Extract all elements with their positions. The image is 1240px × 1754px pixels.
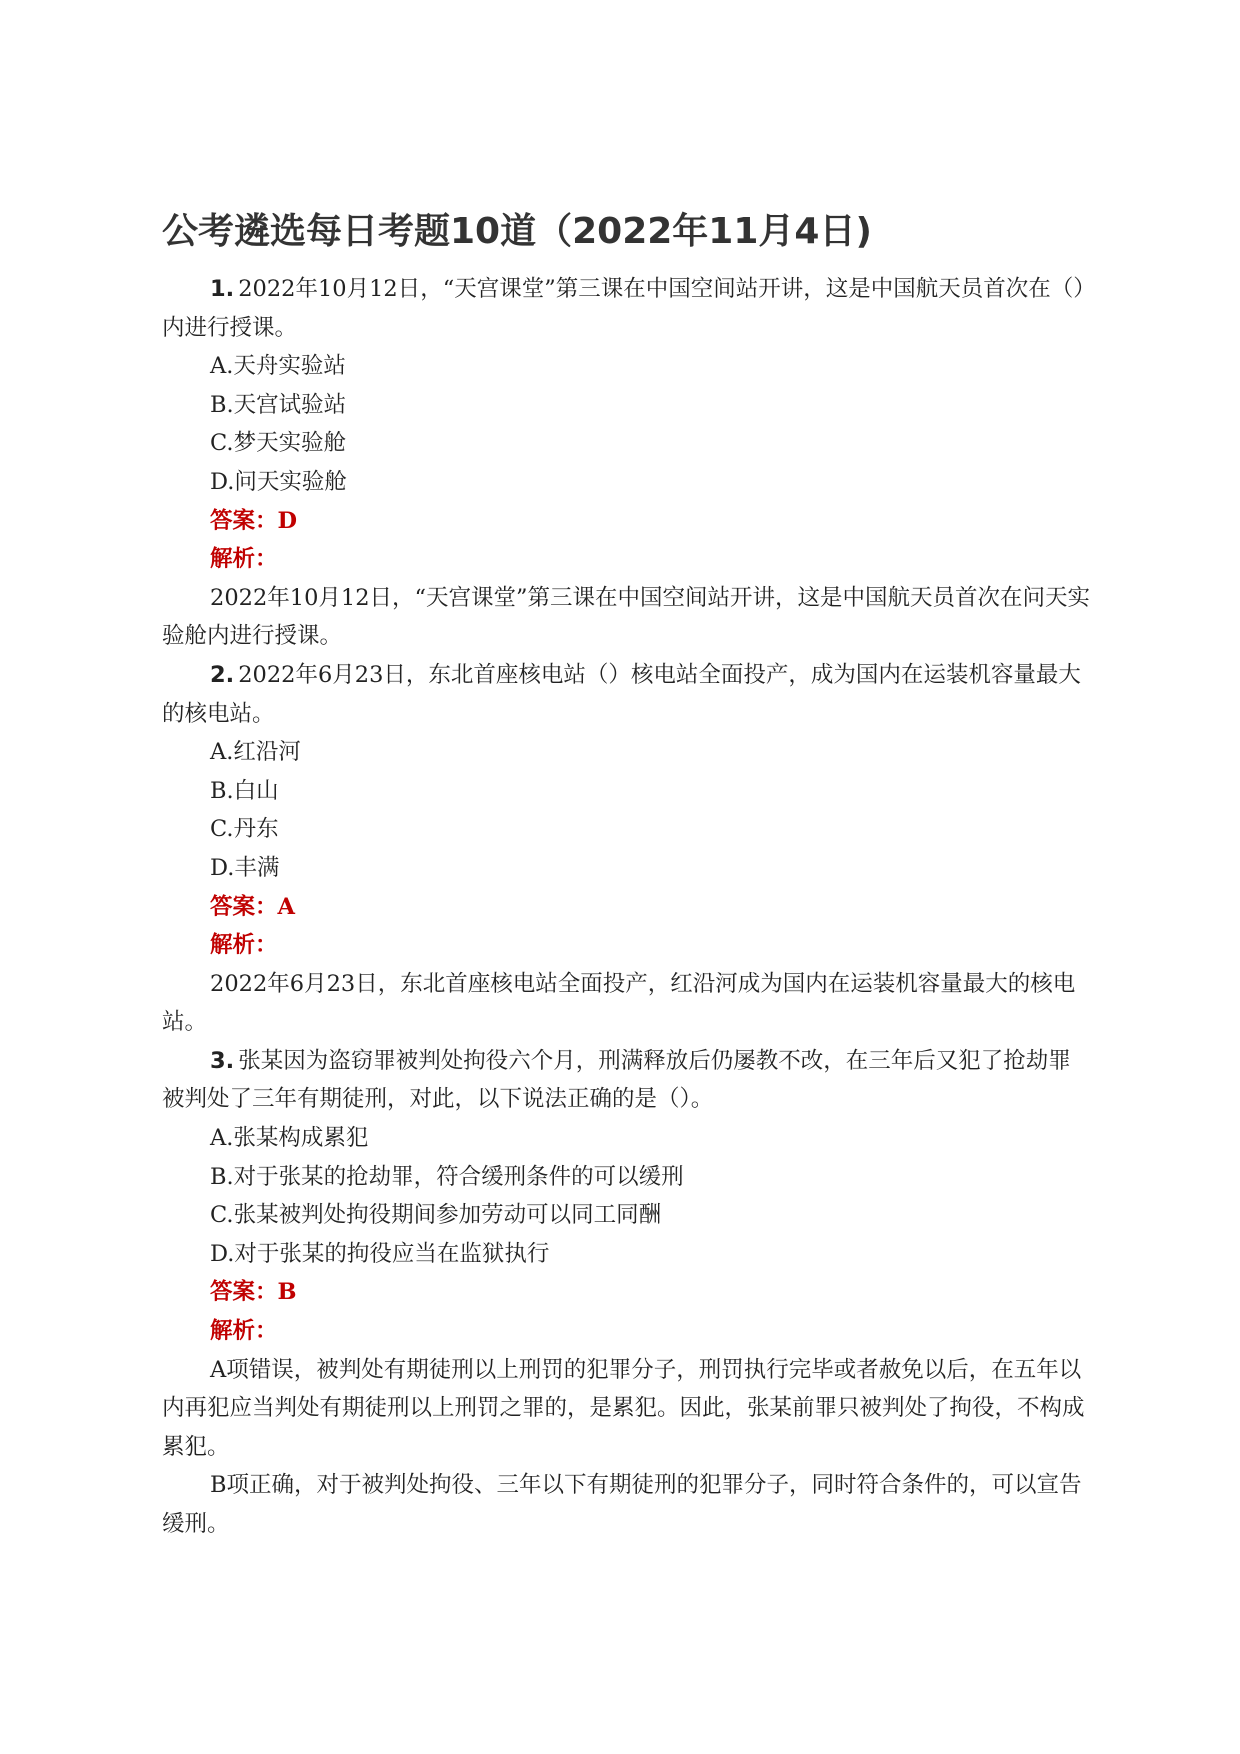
- question-1: [162, 270, 1092, 656]
- question-number: 2.: [210, 661, 235, 688]
- option-d: D.对于张某的拘役应当在监狱执行: [210, 1240, 550, 1267]
- question-stem: [162, 656, 1092, 733]
- question-text: 2022年6月23日，东北首座核电站（）核电站全面投产，成为国内在运装机容量最大的核电站。: [162, 661, 1081, 727]
- question-3: [162, 1042, 1092, 1544]
- analysis-paragraph: 2022年6月23日，东北首座核电站全面投产，红沿河成为国内在运装机容量最大的核电站。: [162, 970, 1076, 1036]
- analysis-label: 解析：: [210, 932, 278, 959]
- option-a: A.张某构成累犯: [210, 1125, 369, 1152]
- answer-line: 答案：B: [210, 1279, 297, 1306]
- option-b: B.天宫试验站: [210, 391, 347, 418]
- option-d: D.问天实验舱: [210, 468, 347, 495]
- question-2: [162, 656, 1092, 1042]
- option-a: A.天舟实验站: [210, 353, 346, 380]
- question-stem: [162, 1042, 1092, 1119]
- answer-line: 答案：A: [210, 893, 295, 920]
- question-stem: [162, 270, 1092, 347]
- option-c: C.丹东: [210, 816, 279, 843]
- document-title: 公考遴选每日考题10道（2022年11月4日): [162, 211, 872, 252]
- question-number: 3.: [210, 1047, 235, 1074]
- question-text: 张某因为盗窃罪被判处拘役六个月，刑满释放后仍屡教不改，在三年后又犯了抢劫罪被判处了三年有期徒刑，对此，以下说法正确的是（）。: [162, 1047, 1071, 1113]
- analysis-paragraph: A项错误，被判处有期徒刑以上刑罚的犯罪分子，刑罚执行完毕或者赦免以后，在五年以内再犯应当判处有期徒刑以上刑罚之罪的，是累犯。因此，张某前罪只被判处了拘役，不构成累犯。: [162, 1356, 1085, 1460]
- option-d: D.丰满: [210, 854, 280, 881]
- answer-line: 答案：D: [210, 507, 298, 534]
- analysis-paragraph: 2022年10月12日，“天宫课堂”第三课在中国空间站开讲，这是中国航天员首次在问天实验舱内进行授课。: [162, 584, 1091, 650]
- analysis-label: 解析：: [210, 546, 278, 573]
- analysis-paragraph: B项正确，对于被判处拘役、三年以下有期徒刑的犯罪分子，同时符合条件的，可以宣告缓刑。: [162, 1472, 1082, 1537]
- question-number: 1.: [210, 276, 235, 302]
- option-c: C.张某被判处拘役期间参加劳动可以同工同酬: [210, 1202, 662, 1229]
- option-b: B.白山: [210, 777, 279, 804]
- option-c: C.梦天实验舱: [210, 430, 347, 457]
- analysis-label: 解析：: [210, 1318, 278, 1345]
- document-page: [162, 208, 1092, 1544]
- option-a: A.红沿河: [210, 739, 301, 766]
- question-text: 2022年10月12日，“天宫课堂”第三课在中国空间站开讲，这是中国航天员首次在（）内进行授课。: [162, 276, 1085, 341]
- option-b: B.对于张某的抢劫罪，符合缓刑条件的可以缓刑: [210, 1163, 684, 1190]
